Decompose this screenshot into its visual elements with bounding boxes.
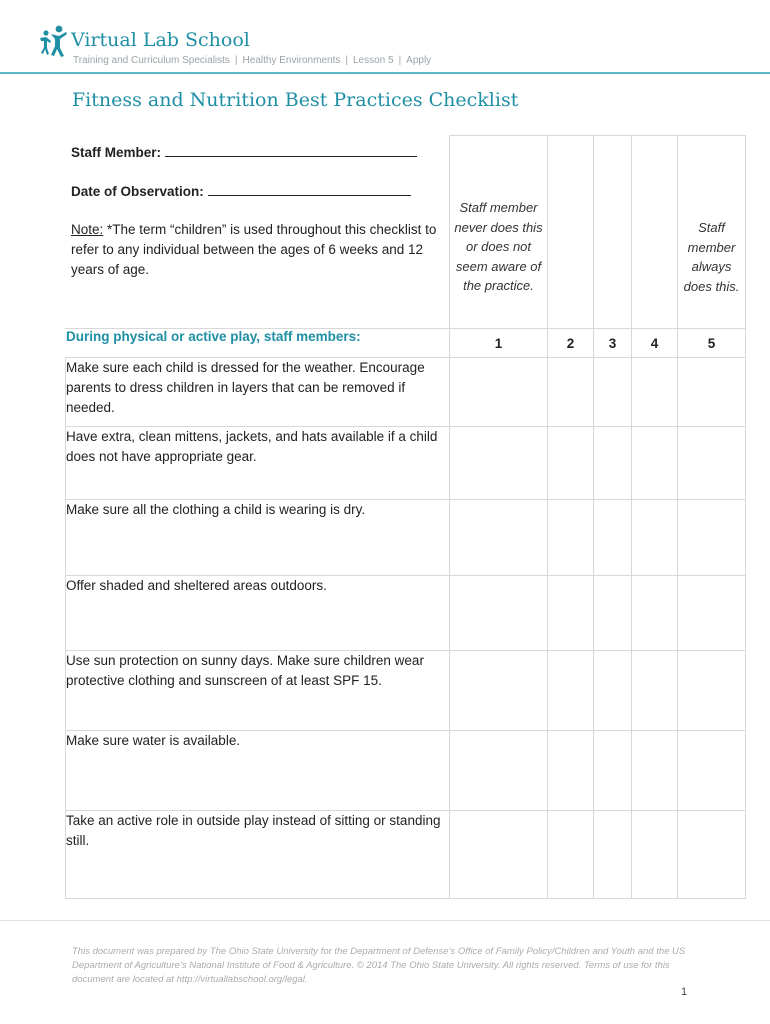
rating-cell[interactable] — [548, 651, 594, 731]
rating-cell[interactable] — [632, 500, 678, 576]
footer-disclaimer — [72, 945, 692, 987]
scale-number: 5 — [678, 329, 746, 358]
rating-cell[interactable] — [678, 651, 746, 731]
rating-cell[interactable] — [450, 811, 548, 899]
rating-cell[interactable] — [450, 651, 548, 731]
checklist-item: Take an active role in outside play instead of sitting or standing still. — [66, 811, 450, 899]
rating-cell[interactable] — [632, 651, 678, 731]
breadcrumb-item: Healthy Environments — [242, 55, 341, 66]
rating-cell[interactable] — [450, 500, 548, 576]
rating-cell[interactable] — [450, 427, 548, 500]
staff-member-field[interactable] — [71, 142, 443, 163]
header-divider — [0, 72, 770, 74]
scale-number: 2 — [548, 329, 594, 358]
breadcrumb-item: Lesson 5 — [352, 55, 394, 66]
rating-cell[interactable] — [678, 500, 746, 576]
rating-cell[interactable] — [548, 358, 594, 427]
rating-cell[interactable] — [678, 358, 746, 427]
table-row — [66, 500, 746, 576]
table-row — [66, 651, 746, 731]
checklist-item: Use sun protection on sunny days. Make sure children wear protective clothing and sunscreen of at least SPF 15. — [66, 651, 450, 731]
rating-cell[interactable] — [678, 427, 746, 500]
table-row — [66, 358, 746, 427]
footer-end: . — [304, 974, 308, 985]
rating-cell[interactable] — [594, 651, 632, 731]
page-header — [0, 0, 770, 74]
staff-member-line[interactable] — [165, 142, 417, 157]
scale-number: 1 — [450, 329, 548, 358]
rating-cell[interactable] — [594, 358, 632, 427]
rating-cell[interactable] — [548, 811, 594, 899]
rating-cell[interactable] — [450, 731, 548, 811]
scale-high-description: Staff member always does this. — [683, 220, 740, 294]
legal-link[interactable]: http://virtuallabschool.org/legal — [176, 974, 305, 985]
rating-cell[interactable] — [548, 500, 594, 576]
checklist-item: Make sure all the clothing a child is wearing is dry. — [66, 500, 450, 576]
scale-number: 3 — [594, 329, 632, 358]
rating-cell[interactable] — [678, 811, 746, 899]
rating-cell[interactable] — [632, 576, 678, 651]
rating-cell[interactable] — [632, 427, 678, 500]
table-row — [66, 811, 746, 899]
logo-figures-icon — [38, 24, 68, 58]
date-label: Date of Observation: — [71, 184, 204, 199]
rating-cell[interactable] — [594, 576, 632, 651]
rating-cell[interactable] — [632, 731, 678, 811]
footer-divider — [0, 920, 770, 921]
scale-low-description: Staff member never does this or does not seem aware of the practice. — [454, 200, 543, 293]
rating-cell[interactable] — [450, 576, 548, 651]
checklist-item: Make sure water is available. — [66, 731, 450, 811]
rating-cell[interactable] — [548, 731, 594, 811]
breadcrumb: Training and Curriculum Specialists | Healthy Environments | Lesson 5 | Apply — [73, 55, 432, 66]
footer-text: This document was prepared by The Ohio State University for the Department of Defense’s Office of Family Policy/Children and Youth and the US Department of Agriculture’s National Institute of Food & Agriculture. © 2014 The Ohio State University. All rights reserved. Terms of use for this document are located at — [72, 946, 686, 985]
rating-cell[interactable] — [594, 427, 632, 500]
table-row — [66, 427, 746, 500]
rating-cell[interactable] — [632, 811, 678, 899]
rating-cell[interactable] — [678, 576, 746, 651]
date-of-observation-field[interactable] — [71, 181, 443, 202]
breadcrumb-item: Apply — [406, 55, 432, 66]
page-title: Fitness and Nutrition Best Practices Checklist — [72, 89, 519, 111]
rating-cell[interactable] — [594, 500, 632, 576]
staff-member-label: Staff Member: — [71, 145, 162, 160]
logo-text: Virtual Lab School — [71, 29, 250, 51]
rating-cell[interactable] — [548, 427, 594, 500]
scale-number: 4 — [632, 329, 678, 358]
rating-cell[interactable] — [678, 731, 746, 811]
note — [71, 220, 443, 280]
rating-cell[interactable] — [450, 358, 548, 427]
note-text: *The term “children” is used throughout this checklist to refer to any individual between the ages of 6 weeks and 12 years of age. — [71, 222, 437, 277]
date-line[interactable] — [208, 181, 411, 196]
checklist-item: Offer shaded and sheltered areas outdoors. — [66, 576, 450, 651]
rating-cell[interactable] — [548, 576, 594, 651]
rating-cell[interactable] — [594, 731, 632, 811]
table-row — [66, 731, 746, 811]
rating-cell[interactable] — [594, 811, 632, 899]
table-row — [66, 576, 746, 651]
checklist-table — [65, 135, 746, 899]
intro-cell — [66, 136, 450, 329]
checklist-item: Have extra, clean mittens, jackets, and hats available if a child does not have appropriate gear. — [66, 427, 450, 500]
checklist-item: Make sure each child is dressed for the weather. Encourage parents to dress children in layers that can be removed if needed. — [66, 358, 450, 427]
breadcrumb-item: Training and Curriculum Specialists — [73, 55, 230, 66]
page-number: 1 — [681, 986, 688, 998]
rating-cell[interactable] — [632, 358, 678, 427]
note-label: Note: — [71, 222, 104, 237]
section-heading: During physical or active play, staff members: — [66, 329, 450, 358]
